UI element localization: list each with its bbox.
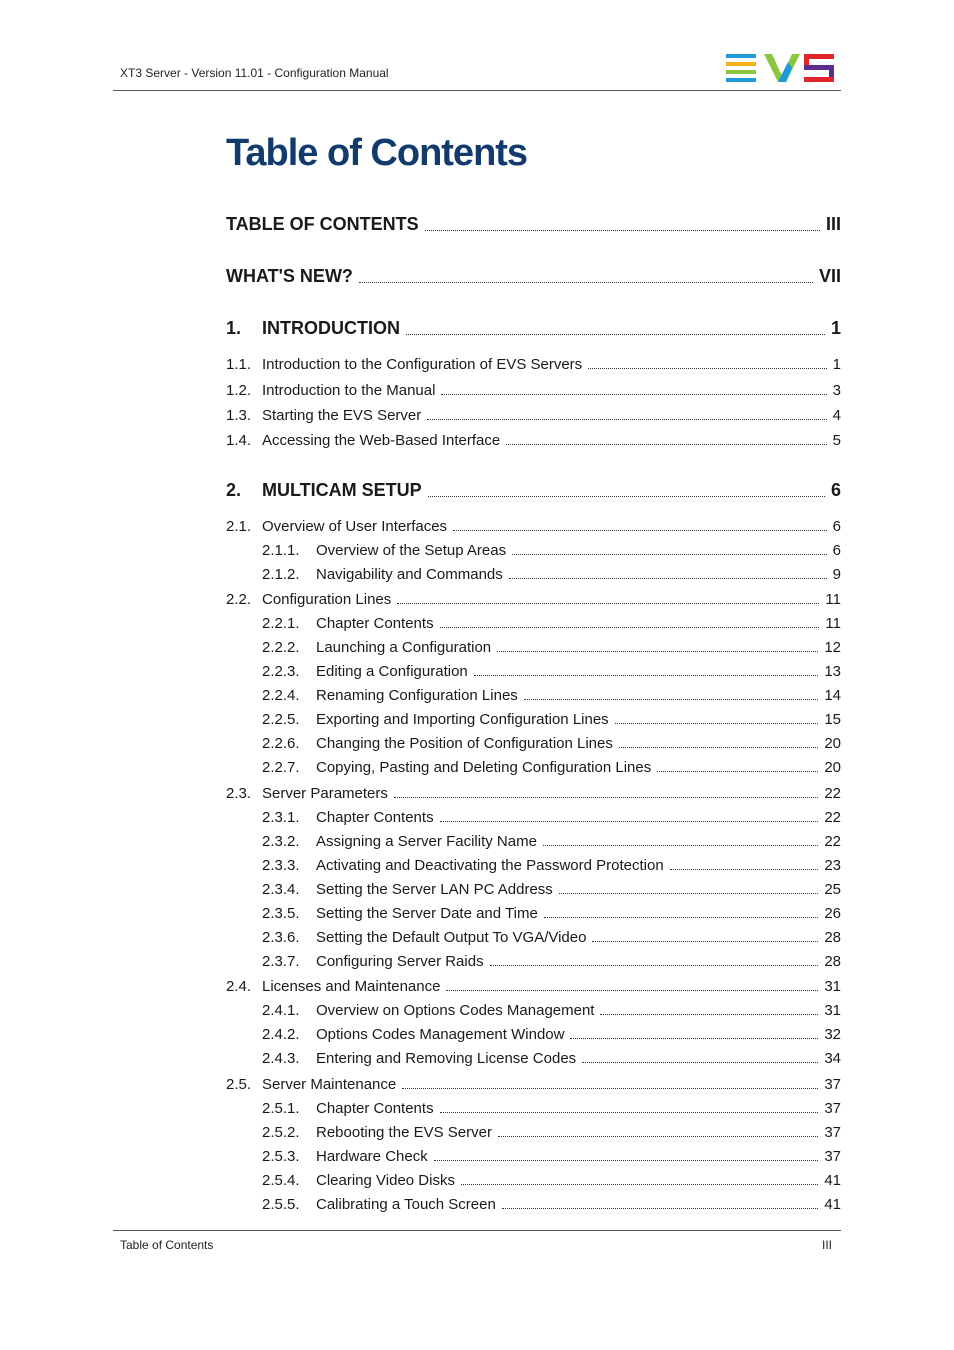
header-divider [113, 90, 841, 91]
toc-entry[interactable] [226, 1076, 841, 1093]
toc-entry-page: 1 [830, 318, 841, 338]
running-header: XT3 Server - Version 11.01 - Configuration Manual [120, 66, 389, 80]
toc-entry-title: Renaming Configuration Lines [316, 687, 518, 704]
toc-entry-title: Entering and Removing License Codes [316, 1050, 577, 1067]
toc-entry-title: Configuring Server Raids [316, 953, 484, 970]
toc-entry[interactable] [262, 1026, 841, 1043]
toc-entry-page: III [825, 214, 841, 234]
dot-leader [524, 698, 819, 700]
toc-entry[interactable] [226, 318, 841, 339]
dot-leader [406, 333, 825, 335]
toc-entry-number: 2.2.6. [262, 735, 300, 752]
toc-entry-number: 2.4.3. [262, 1050, 300, 1067]
dot-leader [474, 674, 819, 676]
toc-entry[interactable] [226, 407, 841, 424]
toc-entry-page: 22 [824, 785, 841, 802]
toc-entry-number: 2.5.2. [262, 1124, 300, 1141]
toc-entry[interactable] [226, 356, 841, 373]
dot-leader [359, 281, 813, 283]
toc-entry-number: 2.5.1. [262, 1100, 300, 1117]
toc-entry-number: 2.5.4. [262, 1172, 300, 1189]
toc-entry[interactable] [226, 266, 841, 287]
toc-entry-title: INTRODUCTION [262, 318, 400, 338]
toc-entry-number: 2.2.5. [262, 711, 300, 728]
toc-entry-page: 31 [824, 1002, 841, 1019]
toc-entry-title: Starting the EVS Server [262, 407, 422, 424]
dot-leader [394, 796, 818, 798]
toc-entry-page: 12 [824, 639, 841, 656]
toc-entry-page: 41 [824, 1196, 841, 1213]
dot-leader [440, 820, 819, 822]
toc-entry-title: Configuration Lines [262, 591, 392, 608]
dot-leader [498, 1135, 818, 1137]
toc-entry[interactable] [226, 785, 841, 802]
toc-entry-number: 2.2.2. [262, 639, 300, 656]
toc-entry[interactable] [226, 518, 841, 535]
toc-entry-page: 15 [824, 711, 841, 728]
toc-entry-title: Overview of the Setup Areas [316, 542, 507, 559]
toc-entry-page: 11 [825, 615, 841, 632]
dot-leader [559, 892, 819, 894]
toc-entry-title: Licenses and Maintenance [262, 978, 441, 995]
toc-entry-number: 2.4.2. [262, 1026, 300, 1043]
dot-leader [512, 553, 827, 555]
toc-entry-page: 9 [832, 566, 841, 583]
logo-letter-e [726, 54, 756, 82]
dot-leader [440, 1111, 819, 1113]
dot-leader [428, 495, 825, 497]
footer-divider [113, 1230, 841, 1231]
toc-entry[interactable] [262, 1100, 841, 1117]
toc-entry[interactable] [262, 615, 841, 632]
toc-entry-page: VII [818, 266, 841, 286]
toc-entry-title: Setting the Server Date and Time [316, 905, 538, 922]
toc-entry-number: 2.5. [226, 1076, 252, 1093]
toc-entry-page: 41 [824, 1172, 841, 1189]
toc-entry-title: Navigability and Commands [316, 566, 503, 583]
dot-leader [582, 1061, 818, 1063]
toc-entry[interactable] [262, 809, 841, 826]
dot-leader [453, 529, 827, 531]
toc-entry-page: 25 [824, 881, 841, 898]
dot-leader [402, 1087, 818, 1089]
toc-entry-number: 2.3.7. [262, 953, 300, 970]
toc-entry[interactable] [262, 857, 841, 874]
toc-entry[interactable] [262, 881, 841, 898]
toc-entry-title: Options Codes Management Window [316, 1026, 565, 1043]
dot-leader [434, 1159, 819, 1161]
toc-entry-number: 2.3.5. [262, 905, 300, 922]
toc-entry[interactable] [226, 591, 841, 608]
toc-entry-title: Copying, Pasting and Deleting Configuration Lines [316, 759, 652, 776]
toc-entry-number: 1.2. [226, 382, 252, 399]
toc-entry-page: 3 [832, 382, 841, 399]
toc-entry[interactable] [262, 833, 841, 850]
toc-entry-page: 1 [832, 356, 841, 373]
toc-entry-page: 22 [824, 809, 841, 826]
toc-entry-page: 28 [824, 929, 841, 946]
dot-leader [446, 989, 818, 991]
toc-entry-title: TABLE OF CONTENTS [226, 214, 419, 234]
toc-entry-page: 23 [824, 857, 841, 874]
toc-entry-title: Server Maintenance [262, 1076, 397, 1093]
toc-entry-title: Calibrating a Touch Screen [316, 1196, 496, 1213]
dot-leader [600, 1013, 818, 1015]
toc-entry-title: Chapter Contents [316, 615, 434, 632]
toc-entry[interactable] [262, 542, 841, 559]
toc-entry-title: Overview of User Interfaces [262, 518, 448, 535]
toc-entry-title: Introduction to the Configuration of EVS Servers [262, 356, 583, 373]
toc-entry-page: 37 [824, 1100, 841, 1117]
toc-entry-title: Setting the Server LAN PC Address [316, 881, 553, 898]
toc-entry-title: Clearing Video Disks [316, 1172, 455, 1189]
logo-letter-v [764, 54, 800, 82]
dot-leader [657, 770, 818, 772]
toc-entry-page: 13 [824, 663, 841, 680]
dot-leader [619, 746, 818, 748]
toc-entry[interactable] [262, 687, 841, 704]
dot-leader [461, 1183, 818, 1185]
toc-entry[interactable] [262, 929, 841, 946]
toc-entry[interactable] [226, 978, 841, 995]
toc-entry[interactable] [262, 905, 841, 922]
toc-entry-number: 2.2.3. [262, 663, 300, 680]
toc-entry-number: 2.3.2. [262, 833, 300, 850]
toc-entry-number: 2.1.2. [262, 566, 300, 583]
toc-entry-title: Chapter Contents [316, 809, 434, 826]
toc-entry-number: 2.3.6. [262, 929, 300, 946]
toc-entry-number: 2.4.1. [262, 1002, 300, 1019]
toc-entry[interactable] [262, 1002, 841, 1019]
toc-entry[interactable] [262, 759, 841, 776]
toc-entry[interactable] [226, 214, 841, 235]
toc-entry-page: 37 [824, 1076, 841, 1093]
dot-leader [440, 626, 820, 628]
footer-section-name: Table of Contents [120, 1238, 214, 1252]
toc-entry[interactable] [262, 1172, 841, 1189]
toc-entry[interactable] [262, 1050, 841, 1067]
toc-entry-page: 20 [824, 759, 841, 776]
toc-entry-number: 2.1. [226, 518, 252, 535]
toc-entry[interactable] [226, 480, 841, 501]
toc-entry-number: 2.1.1. [262, 542, 300, 559]
dot-leader [427, 418, 826, 420]
toc-entry-title: Introduction to the Manual [262, 382, 436, 399]
toc-entry-page: 20 [824, 735, 841, 752]
evs-logo [726, 54, 834, 82]
toc-entry-title: Activating and Deactivating the Password Protection [316, 857, 664, 874]
dot-leader [570, 1037, 818, 1039]
toc-entry-page: 11 [825, 591, 841, 608]
dot-leader [490, 964, 819, 966]
toc-entry-title: Editing a Configuration [316, 663, 468, 680]
toc-entry-page: 5 [832, 432, 841, 449]
toc-entry-title: Setting the Default Output To VGA/Video [316, 929, 587, 946]
toc-entry-number: 2.3.3. [262, 857, 300, 874]
toc-entry-page: 37 [824, 1148, 841, 1165]
toc-entry-title: Rebooting the EVS Server [316, 1124, 492, 1141]
dot-leader [502, 1207, 818, 1209]
toc-entry[interactable] [262, 953, 841, 970]
toc-entry-number: 2.5.5. [262, 1196, 300, 1213]
toc-entry-page: 6 [832, 542, 841, 559]
toc-entry-number: 1.3. [226, 407, 252, 424]
dot-leader [425, 229, 820, 231]
dot-leader [441, 393, 826, 395]
toc-entry[interactable] [226, 382, 841, 399]
dot-leader [506, 443, 826, 445]
toc-entry-title: MULTICAM SETUP [262, 480, 422, 500]
toc-entry[interactable] [262, 1124, 841, 1141]
toc-entry[interactable] [262, 1148, 841, 1165]
toc-entry[interactable] [262, 566, 841, 583]
toc-entry-page: 37 [824, 1124, 841, 1141]
toc-entry[interactable] [226, 432, 841, 449]
toc-entry-page: 26 [824, 905, 841, 922]
toc-entry-title: Exporting and Importing Configuration Lines [316, 711, 609, 728]
toc-entry-number: 2. [226, 480, 242, 500]
toc-entry-title: Chapter Contents [316, 1100, 434, 1117]
toc-entry-number: 2.3.4. [262, 881, 300, 898]
toc-entry-page: 14 [824, 687, 841, 704]
dot-leader [670, 868, 819, 870]
dot-leader [497, 650, 818, 652]
logo-letter-s [804, 54, 834, 82]
toc-entry-number: 2.4. [226, 978, 252, 995]
toc-entry-number: 2.3.1. [262, 809, 300, 826]
dot-leader [509, 577, 827, 579]
toc-entry-title: Server Parameters [262, 785, 388, 802]
toc-entry[interactable] [262, 735, 841, 752]
toc-entry-title: Assigning a Server Facility Name [316, 833, 537, 850]
page-title: Table of Contents [226, 132, 528, 174]
toc-entry-number: 2.2.1. [262, 615, 300, 632]
toc-entry-number: 1. [226, 318, 242, 338]
toc-entry[interactable] [262, 663, 841, 680]
toc-entry[interactable] [262, 1196, 841, 1213]
toc-entry-title: WHAT'S NEW? [226, 266, 353, 286]
footer-page-number: III [822, 1238, 833, 1252]
toc-entry-number: 2.2.4. [262, 687, 300, 704]
toc-entry-page: 6 [830, 480, 841, 500]
toc-entry-title: Launching a Configuration [316, 639, 492, 656]
toc-entry-number: 2.3. [226, 785, 252, 802]
dot-leader [588, 367, 826, 369]
dot-leader [615, 722, 819, 724]
toc-entry-number: 2.2. [226, 591, 252, 608]
toc-entry-page: 22 [824, 833, 841, 850]
toc-entry-title: Hardware Check [316, 1148, 428, 1165]
dot-leader [543, 844, 818, 846]
toc-entry-page: 4 [832, 407, 841, 424]
toc-entry-title: Changing the Position of Configuration Lines [316, 735, 613, 752]
toc-entry-number: 1.1. [226, 356, 252, 373]
toc-entry-page: 28 [824, 953, 841, 970]
toc-entry-number: 2.2.7. [262, 759, 300, 776]
toc-entry-number: 2.5.3. [262, 1148, 300, 1165]
dot-leader [592, 940, 818, 942]
toc-entry-page: 6 [832, 518, 841, 535]
toc-entry[interactable] [262, 711, 841, 728]
dot-leader [544, 916, 819, 918]
dot-leader [397, 602, 819, 604]
toc-entry-page: 34 [824, 1050, 841, 1067]
toc-entry-title: Accessing the Web-Based Interface [262, 432, 501, 449]
toc-entry-page: 32 [824, 1026, 841, 1043]
toc-entry[interactable] [262, 639, 841, 656]
toc-entry-title: Overview on Options Codes Management [316, 1002, 595, 1019]
toc-entry-number: 1.4. [226, 432, 252, 449]
toc-entry-page: 31 [824, 978, 841, 995]
